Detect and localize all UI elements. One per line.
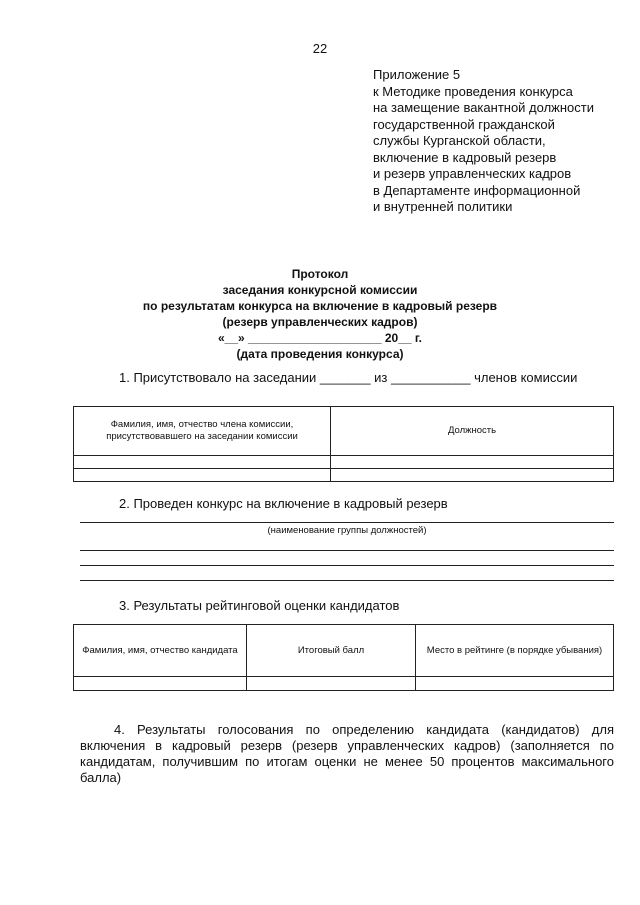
protocol-date-line: «__» ____________________ 20__ г. xyxy=(218,331,422,345)
candidates-rating-table xyxy=(73,624,614,691)
appendix-line: включение в кадровый резерв xyxy=(373,149,557,165)
appendix-line: и внутренней политики xyxy=(373,199,513,214)
appendix-line: в Департаменте информационной xyxy=(373,182,581,198)
protocol-subtitle: по результатам конкурса на включение в кадровый резерв xyxy=(142,299,498,313)
table-header-row xyxy=(74,407,614,456)
table-header-cell: Фамилия, имя, отчество кандидата xyxy=(74,625,247,677)
protocol-subtitle: заседания конкурсной комиссии xyxy=(222,283,418,297)
appendix-line: государственной гражданской xyxy=(373,116,555,132)
appendix-line: на замещение вакантной должности xyxy=(373,100,594,115)
page-number: 22 xyxy=(312,41,328,56)
group-caption: (наименование группы должностей) xyxy=(267,525,427,536)
protocol-title-block xyxy=(0,266,640,362)
table-row xyxy=(74,677,614,691)
fill-line xyxy=(80,522,614,523)
appendix-line: и резерв управленческих кадров xyxy=(373,166,572,181)
appendix-line: Приложение 5 xyxy=(373,67,461,82)
protocol-subtitle: (резерв управленческих кадров) xyxy=(222,315,418,329)
fill-line xyxy=(80,565,614,566)
section-4-text: 4. Результаты голосования по определению кандидата (кандидатов) для включения в кадровый резерв (резерв управленческих кадров) (заполняется по кандидатам, получившим по итогам оценки не менее 50 процентов максимального балла) xyxy=(80,722,614,785)
appendix-line: службы Курганской области, xyxy=(373,133,546,148)
commission-members-table xyxy=(73,406,614,482)
table-header-cell: Место в рейтинге (в порядке убывания) xyxy=(416,625,614,677)
section-2-text: 2. Проведен конкурс на включение в кадровый резерв xyxy=(119,496,448,511)
table-header-cell: Должность xyxy=(331,407,614,456)
table-row xyxy=(74,456,614,469)
section-3-text: 3. Результаты рейтинговой оценки кандидатов xyxy=(119,598,400,613)
table-header-row xyxy=(74,625,614,677)
appendix-line: к Методике проведения конкурса xyxy=(373,83,573,99)
section-1-text: 1. Присутствовало на заседании _______ из ___________ членов комиссии xyxy=(119,370,578,385)
table-header-cell: Итоговый балл xyxy=(247,625,416,677)
fill-line xyxy=(80,550,614,551)
appendix-block xyxy=(373,67,594,216)
table-row xyxy=(74,469,614,482)
protocol-date-caption: (дата проведения конкурса) xyxy=(236,347,404,361)
protocol-title: Протокол xyxy=(291,267,349,281)
fill-line xyxy=(80,580,614,581)
table-header-cell: Фамилия, имя, отчество члена комиссии, присутствовавшего на заседании комиссии xyxy=(74,407,331,456)
